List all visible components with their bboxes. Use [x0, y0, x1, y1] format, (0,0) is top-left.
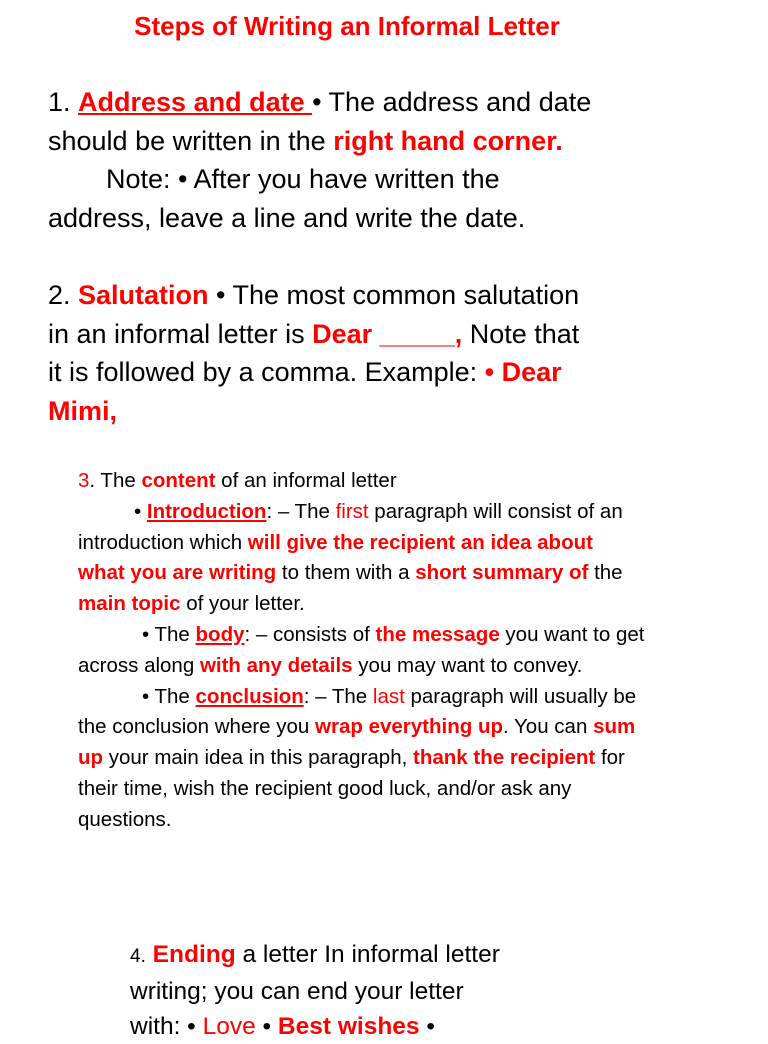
intro-text-d: to them with a [276, 561, 416, 585]
body-text-c: you want to get [499, 622, 645, 646]
conclusion-last: last [372, 684, 405, 708]
body-highlight-1: the message [375, 622, 500, 646]
section-1-highlight: right hand corner. [333, 125, 563, 156]
conclusion-highlight-2: sum [593, 715, 636, 739]
body-text-a: • The [142, 622, 196, 646]
section-1-line-2 [48, 122, 668, 161]
section-2-number: 2. [48, 280, 79, 310]
conclusion-line-4: their time, wish the recipient good luck, and/or ask any [78, 776, 572, 800]
section-2-example-name: Mimi, [48, 395, 118, 426]
conclusion-highlight-1: wrap everything up [315, 715, 503, 739]
conclusion-text-d: the conclusion where you [78, 715, 316, 739]
section-4-text-1: a letter In informal letter [235, 941, 500, 968]
section-1-text-1: • The address and date [312, 87, 592, 117]
section-4-text-5: • [419, 1013, 435, 1040]
section-3-line-1 [78, 466, 718, 497]
body-text-e: you may want to convey. [352, 653, 583, 677]
conclusion-highlight-4: thank the recipient [413, 746, 596, 770]
intro-text-f: of your letter. [180, 592, 305, 616]
section-2-line-2 [48, 315, 668, 354]
section-1-text-2: should be written in the [48, 125, 334, 156]
section-3-text-2: of an informal letter [215, 469, 397, 492]
conclusion-text-a: • The [142, 684, 196, 708]
intro-heading: Introduction [146, 499, 267, 523]
body-heading: body [195, 622, 245, 646]
section-2-line-3 [48, 353, 668, 392]
section-3-text-1: . The [89, 469, 142, 492]
section-4-line-1 [130, 937, 570, 974]
page-title: Steps of Writing an Informal Letter [134, 11, 560, 41]
intro-line-4 [78, 589, 718, 620]
section-2-text-3: Note that [462, 318, 580, 349]
conclusion-text-g: for [595, 746, 625, 770]
intro-line-3 [78, 558, 718, 589]
conclusion-highlight-3: up [78, 746, 104, 770]
conclusion-text-e: . You can [503, 715, 594, 739]
section-2-text-1: • The most common salutation [208, 280, 580, 310]
intro-line-1 [78, 497, 718, 528]
section-3-content-word: content [141, 469, 216, 492]
conclusion-text-f: your main idea in this paragraph, [103, 746, 413, 770]
section-4-text-3: with: • [130, 1013, 203, 1040]
conclusion-text-c: paragraph will usually be [404, 684, 637, 708]
conclusion-heading: conclusion [195, 684, 304, 708]
intro-line-2 [78, 528, 718, 559]
conclusion-line-2 [78, 712, 718, 743]
section-1-text-3: address, leave a line and write the date. [48, 202, 526, 233]
section-2-example: • Dear [484, 357, 562, 387]
section-4-heading: Ending [145, 941, 236, 968]
intro-highlight-3: short summary of [415, 561, 589, 585]
section-4-best-wishes: Best wishes [277, 1013, 420, 1040]
section-address-date [48, 83, 668, 237]
section-4-line-3 [130, 1009, 570, 1044]
section-4-text-4: • [255, 1013, 278, 1040]
section-2-dear: Dear _____, [312, 318, 463, 349]
section-2-line-1 [48, 276, 668, 315]
intro-text-a: : – The [266, 499, 336, 523]
intro-first: first [335, 499, 369, 523]
section-4-love: Love [202, 1013, 256, 1040]
section-content [78, 466, 718, 836]
intro-text-b: paragraph will consist of an [368, 499, 623, 523]
intro-bullet: • [134, 499, 147, 523]
conclusion-line-3 [78, 743, 718, 774]
intro-highlight-2: what you are writing [78, 561, 277, 585]
section-3-number: 3 [78, 469, 90, 492]
section-2-text-2: in an informal letter is [48, 318, 313, 349]
body-line-1 [78, 620, 718, 651]
body-highlight-2: with any details [199, 653, 353, 677]
section-4-line-2: writing; you can end your letter [130, 978, 464, 1005]
section-2-heading: Salutation [78, 280, 209, 310]
intro-text-e: the [588, 561, 623, 585]
section-salutation [48, 276, 668, 430]
body-line-2 [78, 651, 718, 682]
section-1-note: Note: • After you have written the [106, 164, 500, 194]
section-4-number: 4. [130, 946, 146, 967]
conclusion-line-1 [78, 682, 718, 713]
body-text-b: : – consists of [244, 622, 376, 646]
section-ending [130, 937, 570, 1044]
section-1-heading: Address and date [78, 87, 313, 117]
section-2-text-4: it is followed by a comma. Example: [48, 357, 485, 387]
intro-highlight-1: will give the recipient an idea about [247, 530, 593, 554]
section-1-line-1 [48, 83, 668, 122]
section-1-number: 1. [48, 87, 79, 117]
body-text-d: across along [78, 653, 200, 677]
conclusion-line-5: questions. [78, 807, 172, 831]
intro-text-c: introduction which [78, 530, 248, 554]
conclusion-text-b: : – The [303, 684, 373, 708]
intro-highlight-4: main topic [78, 592, 181, 616]
